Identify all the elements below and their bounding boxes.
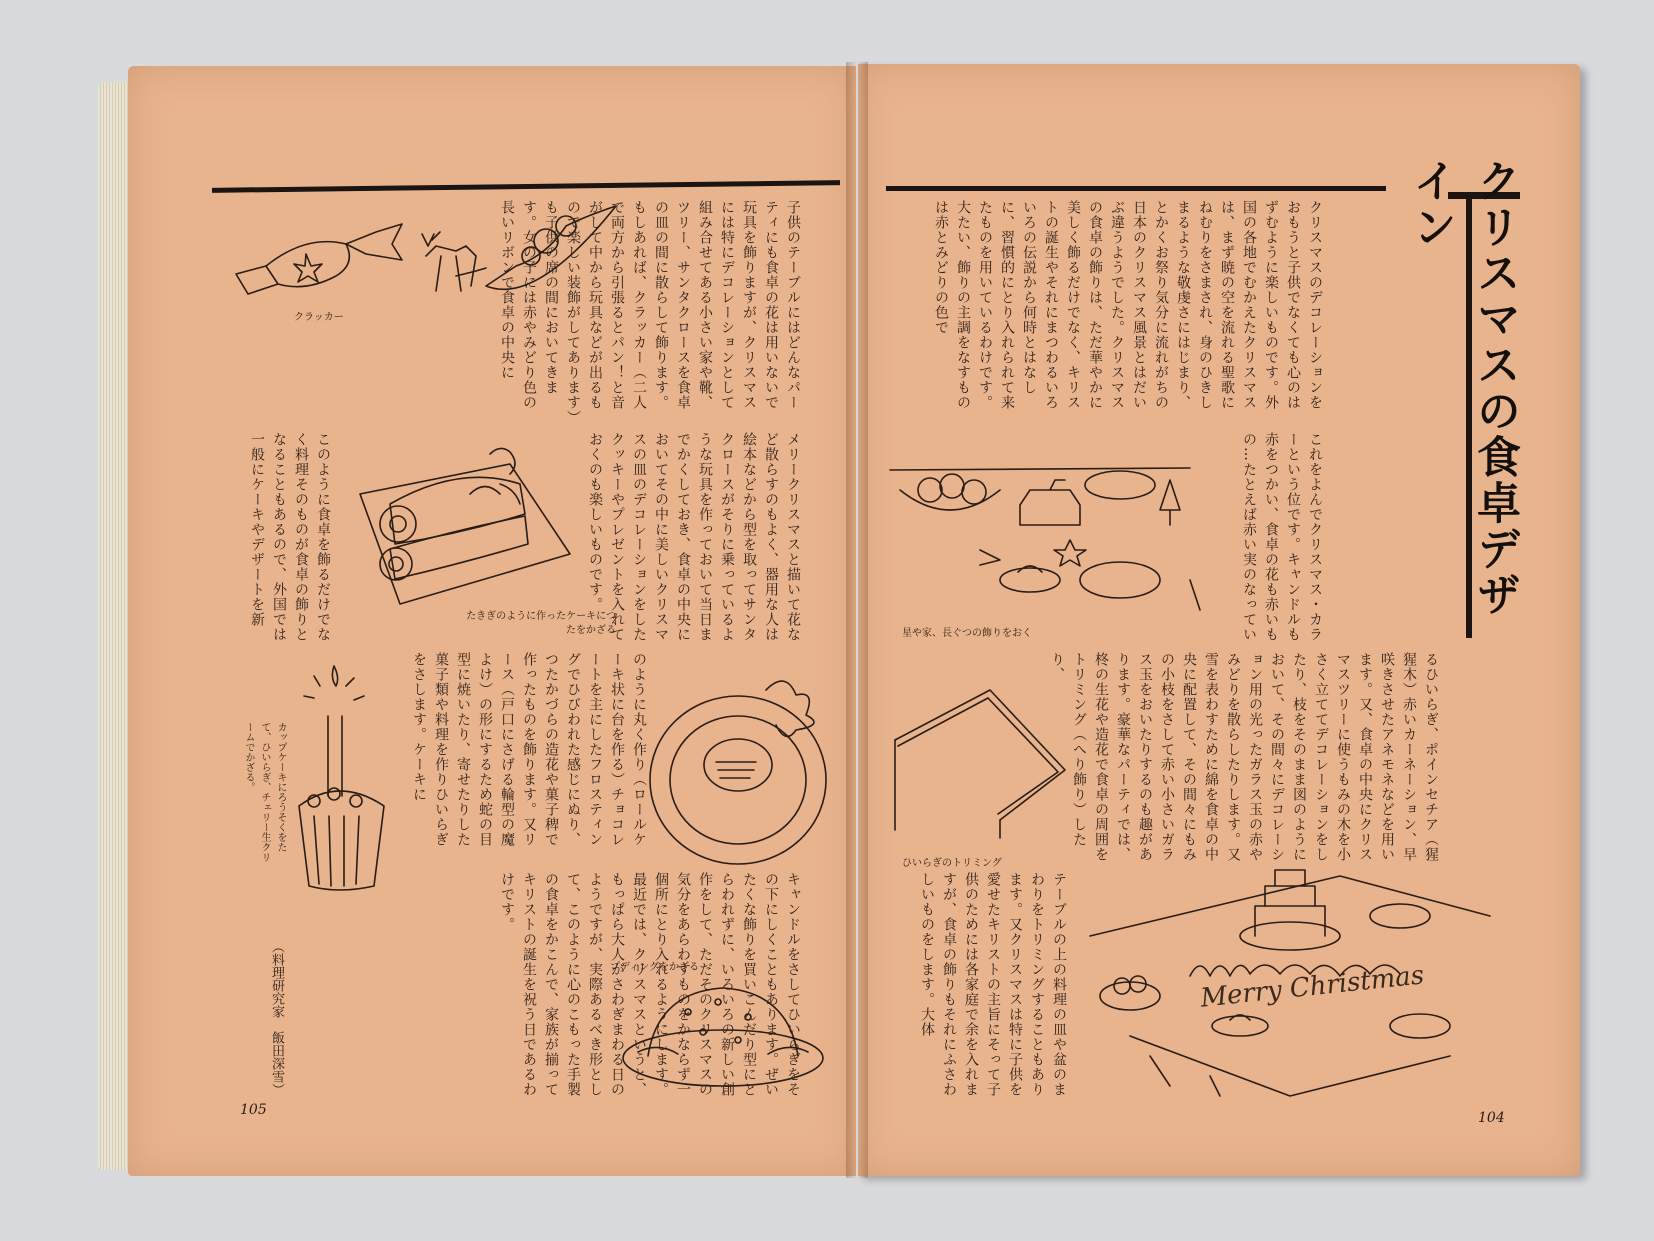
sleigh-reindeer-illustration <box>416 196 626 316</box>
left-text-block-d: のように丸く作り（ロールケーキ状に台を作る）チョコレートを主にしたフロスティングでひびわれた感じにぬり、つたかづらの造花や菓子稗で作ったものを飾ります。又リース（戸口にさげる輪型の魔よけ）の形にするため蛇の目型に焼いたり、寄せたりした菓子類や料理を作りひいらぎをさします。ケーキに <box>411 652 647 847</box>
left-text-block-e: キャンドルをさしてひいらぎをその下にしくこともあります。ぜいたくな飾りを買いこんだり型にとらわれずに、いろいろの新しい創作をして、ただそのクリスマスの気分をあらわすものをかならず一個所にとり入れるようにします。最近では、クリスマスというと、もっぱら大人がさわぎまわる日のようですが、実際あるべき形として、このように心のこもった手製の食卓をかこんで、家族が揃ってキリストの誕生を祝う日であるわけです。 <box>499 872 801 1097</box>
right-text-block-b: これをよんでクリスマス・カラーという位です。キャンドルも赤をつかい、食卓の花も赤いもの…たとえば赤い実のなってい <box>1241 432 1323 642</box>
right-page-number: 104 <box>1478 1110 1505 1126</box>
cupcake-candle-illustration <box>284 656 394 896</box>
table-setting-illustration <box>890 450 1210 620</box>
caption-cracker: クラッカー <box>294 312 344 323</box>
left-text-block-a: 子供のテーブルにはどんなパーティにも食卓の花は用いないで玩具を飾りますが、クリスマスには特にデコレーションとして組み合せてある小さい家や靴、ツリー、サンタクロースを食卓の皿の間に散らして飾ります。もしあれば、クラッカー（二人で両方から引張るとパン！と音がして中から玩具などが出るもので楽しい装飾がしてあります）も子供の席の間においてきます。女の子には赤やみどり色の長いリボンで食卓の中央に <box>499 200 801 418</box>
left-text-block-b: メリークリスマスと描いて花など散らすのもよく、器用な人は絵本などから型を取ってサンタクロースがそりに乗っているような玩具を作っておいて当日までかくしておき、食卓の中央においてその中に美しいクリスマスの皿のデコレーションをしたクッキーやプレゼントを入れておくのも楽しいものです。 <box>587 432 801 642</box>
caption-cupcake: カップケーキにろうそくをたて、ひいらぎ、チェリー生クリームでかざる。 <box>243 722 286 862</box>
right-top-rule <box>886 186 1386 191</box>
merry-christmas-script: Merry Christmas <box>1199 960 1426 1014</box>
holly-trim-illustration <box>890 680 1070 840</box>
caption-pudding: プディングをかざる <box>610 962 699 973</box>
left-text-block-c: このように食卓を飾るだけでなく料理そのものが食卓の飾りとなることもあるので、外国では一般にケーキやデザートを新 <box>249 432 331 642</box>
left-page-number: 105 <box>240 1102 267 1118</box>
plum-pudding-illustration <box>618 972 828 1092</box>
pudding-plate-illustration <box>646 670 840 870</box>
cracker-illustration <box>226 214 410 304</box>
spine-gutter <box>846 62 868 1178</box>
caption-log-cake: たきぎのように作ったケーキにつたをかざる <box>466 611 616 636</box>
right-text-block-d: テーブルの上の料理の皿や盆のまわりをトリミングすることもあります。又クリスマスは特に子供を愛せたキリストの主旨にそって子供のためには各家庭で余を入れますが、食卓の飾りもそれにふさわしいものをします。大体 <box>919 872 1067 1097</box>
page-title: クリスマスの食卓デザイン <box>1405 158 1520 618</box>
caption-holly-trim: ひいらぎのトリミング <box>902 858 1002 869</box>
right-text-block-a: クリスマスのデコレーションをおもうと子供でなくても心のはずむように楽しいものです。外国の各地でむかえたクリスマスは、まず暁の空を流れる聖歌にねむりをさまされ、身のひきしまるような敬虔さにはじまり、とかくお祭り気分に流れがちの日本のクリスマス風景とはだいぶ違うようでした。クリスマスの食卓の飾りは、ただ華やかに美しく飾るだけでなく、キリストの誕生やそれにまつわるいろいろの伝説から何時とはなしに、習慣的にとり入れられて来たものを用いているわけです。大たい、飾りの主調をなすものは赤とみどりの色で <box>933 200 1323 410</box>
log-cake-illustration <box>350 434 570 614</box>
caption-table-setting: 星や家、長ぐつの飾りをおく <box>902 628 1032 639</box>
author-credit: （料理研究家 飯田深雪） <box>269 940 284 1096</box>
right-text-block-c: るひいらぎ、ポインセチア（猩猩木）赤いカーネーション、早咲きさせたアネモネなどを用います。又、食卓の中央にクリスマスツリーに使うもみの木を小さく立ててデコレーションをしたり、枝をそのまま図のようにおいて、その間々にデコレーション用の光ったガラス玉の赤やみどりを散らしたりします。又雪を表わすために綿を食卓の中央に配置して、その間々にもみの小枝をさして赤い小さいガラス玉をおいたりするのも趣があります。豪華なパーティでは、柊の生花や造花で食卓の周囲をトリミング（へり飾り）したり、 <box>1049 652 1439 862</box>
